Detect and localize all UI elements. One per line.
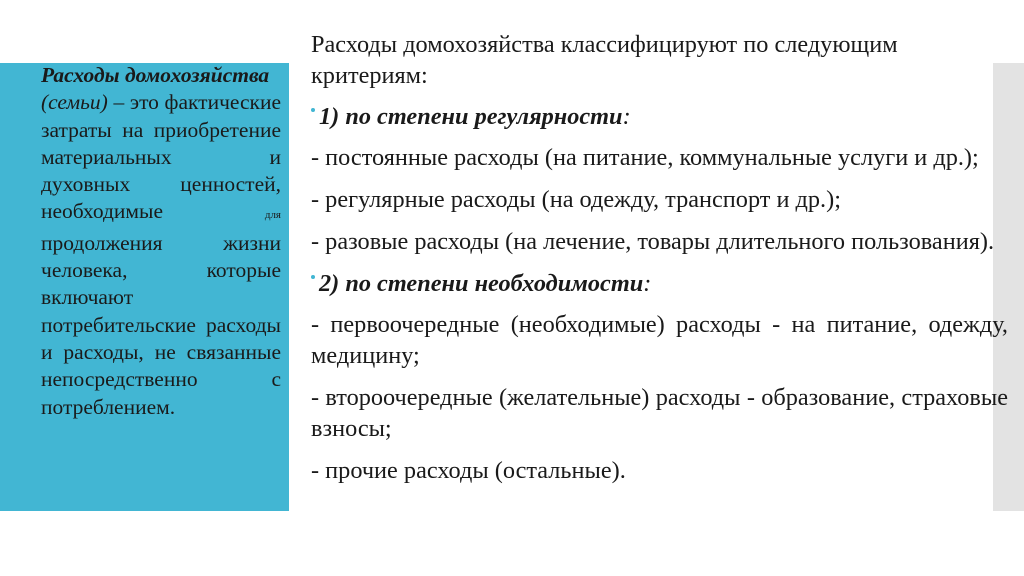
- definition-term: Расходы домохозяйства: [41, 63, 270, 87]
- definition-body-2: для: [264, 209, 281, 222]
- list-item: - регулярные расходы (на одежду, транспорт и др.);: [311, 186, 841, 213]
- definition-dash: –: [113, 90, 125, 115]
- section-heading-regularity: [311, 101, 1008, 132]
- section-heading-necessity: [311, 268, 1008, 299]
- list-item: - второочередные (желательные) расходы - образование, страховые взносы;: [311, 384, 1008, 442]
- definition-body-3: продолжения жизни человека, которые включают потребительские расходы и расходы, не связанные непосредственно с потреблением.: [41, 230, 281, 419]
- list-item: - постоянные расходы (на питание, коммунальные услуги и др.);: [311, 144, 979, 171]
- definition-body-1: это фактические затраты на приобретение материальных и духовных ценностей, необходимые: [41, 90, 282, 224]
- definition-subterm: (семьи): [41, 90, 108, 115]
- heading-colon: :: [622, 103, 631, 130]
- definition-text: [41, 62, 281, 421]
- list-item: - первоочередные (необходимые) расходы - на питание, одежду, медицину;: [311, 311, 1008, 369]
- definition-box: [0, 63, 289, 511]
- section-heading-text: 1) по степени регулярности: [319, 103, 623, 130]
- list-item: - прочие расходы (остальные).: [311, 457, 626, 484]
- section-heading-text: 2) по степени необходимости: [319, 270, 644, 297]
- bullet-icon: [311, 108, 315, 112]
- bullet-icon: [311, 275, 315, 279]
- intro-text: Расходы домохозяйства классифицируют по следующим критериям:: [311, 31, 898, 89]
- list-item: - разовые расходы (на лечение, товары длительного пользования).: [311, 228, 995, 255]
- heading-colon: :: [643, 270, 652, 297]
- classification-content: [311, 29, 1008, 497]
